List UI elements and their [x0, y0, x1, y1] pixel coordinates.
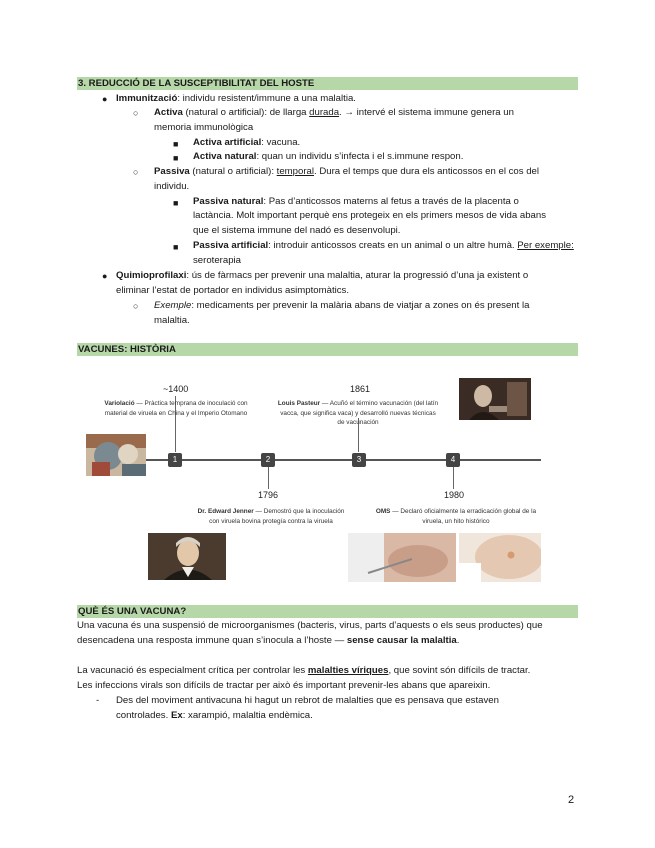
term-activa-natural: Activa natural	[193, 151, 257, 162]
timeline-year-3: 1861	[350, 384, 371, 394]
activa-natural-line	[193, 150, 463, 165]
exemple-text: : medicaments per prevenir la malària abans de viatjar a zones on és present la	[191, 300, 530, 311]
passiva-text: (natural o artificial):	[189, 166, 277, 177]
exemple-line	[154, 299, 529, 314]
seroterapia-line: seroterapia	[193, 255, 241, 266]
exemple-line-2: malaltia.	[154, 315, 190, 326]
ex-bold: Ex	[170, 710, 183, 721]
term-passiva-artificial: Passiva artificial	[193, 240, 269, 251]
bullet-square: ■	[173, 139, 179, 149]
bullet-square: ■	[173, 153, 179, 163]
vacuna-def-line-2	[77, 634, 459, 649]
event-1-desc: — Pràctica temprana de inoculació con material de viruela en China y el Imperio Otomano	[104, 400, 248, 417]
quimio-text: : ús de fàrmacs per prevenir una malaltia, aturar la progressió d’una ja existent o	[186, 270, 529, 281]
term-activa-artificial: Activa artificial	[193, 137, 262, 148]
activa-text: (natural o artificial): de llarga	[182, 107, 310, 118]
term-immunitzacio: Immunització	[116, 93, 178, 104]
timeline-node-2: 2	[261, 453, 275, 467]
quimio-line	[116, 269, 528, 284]
event-4-title: OMS	[375, 508, 391, 515]
vacuna-def-text: desencadena una resposta immune quan s’inocula a l’hoste —	[77, 635, 347, 646]
section-header-vacuna: QUÈ ÉS UNA VACUNA?	[77, 605, 578, 618]
activa-line-2: memoria immunològica	[154, 122, 254, 133]
event-1-title: Variolació	[104, 400, 135, 407]
period: .	[456, 635, 460, 646]
immunitzacio-def: : individu resistent/immune a una malaltia.	[177, 93, 356, 104]
passiva-artificial-text: : introduir anticossos creats en un animal o un altre humà.	[268, 240, 518, 251]
timeline-event-1	[98, 399, 254, 418]
exemple-italic: Exemple	[154, 300, 192, 311]
vacunacio-line-2: Les infeccions virals son difícils de tractar per això és important prevenir-les abans que apareixin.	[77, 680, 491, 691]
term-passiva-natural: Passiva natural	[193, 196, 264, 207]
bullet-dot: ●	[102, 271, 108, 281]
antivacuna-line-1: Des del moviment antivacuna hi hagut un rebrot de malalties que es pensava que estaven	[116, 695, 499, 706]
term-passiva: Passiva	[154, 166, 190, 177]
antivacuna-text: controlades.	[116, 710, 171, 721]
bullet-circle: ○	[133, 301, 139, 311]
vacunacio-text-2: , que sovint són difícils de tractar.	[388, 665, 531, 676]
event-4-desc: — Declaró oficialmente la erradicación global de la viruela, un hito histórico	[390, 508, 537, 525]
timeline-axis	[88, 459, 541, 461]
jenner-portrait-image	[148, 533, 226, 580]
section-header-susceptibilitat: 3. REDUCCIÓ DE LA SUSCEPTIBILITAT DEL HOSTE	[77, 77, 578, 90]
temporal-underlined: temporal	[276, 166, 314, 177]
term-quimioprofilaxi: Quimioprofilaxi	[116, 270, 187, 281]
passiva-natural-line-2: lactància. Molt important perquè ens protegeix en els primers mesos de vida abans	[193, 210, 547, 221]
bullet-circle: ○	[133, 167, 139, 177]
variolation-painting-image	[86, 434, 146, 476]
timeline-event-2	[196, 507, 346, 526]
event-3-title: Louis Pasteur	[277, 400, 321, 407]
passiva-text-2: . Dura el temps que dura els anticossos en el cos del	[313, 166, 540, 177]
timeline-year-1: ~1400	[163, 384, 189, 394]
bullet-dot: ●	[102, 94, 108, 104]
dash-bullet: -	[96, 695, 100, 706]
activa-text-2: . → intervé el sistema immune genera un	[339, 107, 514, 118]
timeline-event-3	[276, 399, 440, 428]
sense-causar-bold: sense causar la malaltia	[346, 635, 457, 646]
event-2-title: Dr. Edward Jenner	[197, 508, 254, 515]
section-header-historia: VACUNES: HISTÒRIA	[77, 343, 578, 356]
durada-underlined: durada	[309, 107, 340, 118]
vacuna-def-line-1: Una vacuna és una suspensió de microorganismes (bacteris, virus, parts d’aquests o els seus productes) que	[77, 620, 543, 631]
event-3-desc: — Acuñó el término vacunación (del latín vacca, que significa vaca) y desarrolló nuevas técnicas de vacunación	[280, 400, 439, 426]
timeline-tick	[453, 467, 454, 489]
timeline-year-2: 1796	[258, 490, 279, 500]
malalties-viriques-underlined: malalties víriques	[307, 665, 389, 676]
activa-artificial-line	[193, 136, 300, 151]
vacunacio-line-1	[77, 664, 530, 679]
timeline-event-4	[370, 507, 542, 526]
passiva-artificial-line	[193, 239, 574, 254]
bullet-square: ■	[173, 242, 179, 252]
antivacuna-example: : xarampió, malaltia endèmica.	[182, 710, 313, 721]
passiva-natural-line	[193, 195, 519, 210]
immunitzacio-line	[116, 92, 356, 107]
injection-photo-image	[348, 533, 456, 582]
timeline-tick	[268, 467, 269, 489]
bullet-square: ■	[173, 198, 179, 208]
pasteur-photo-image	[459, 378, 531, 420]
timeline-node-1: 1	[168, 453, 182, 467]
vacunacio-text: La vacunació és especialment crítica per controlar les	[77, 665, 308, 676]
term-activa: Activa	[154, 107, 183, 118]
page-number: 2	[568, 794, 575, 806]
per-exemple-underlined: Per exemple:	[517, 240, 574, 251]
timeline-node-3: 3	[352, 453, 366, 467]
event-2-desc: — Demostró que la inoculación con viruela bovina protegía contra la viruela	[209, 508, 345, 525]
passiva-natural-text: : Pas d’anticossos materns al fetus a través de la placenta o	[263, 196, 519, 207]
activa-line	[154, 106, 514, 121]
quimio-line-2: eliminar l’estat de portador en individus asimptomàtics.	[116, 285, 350, 296]
timeline-node-4: 4	[446, 453, 460, 467]
vaccine-arm-photo-image	[459, 533, 541, 582]
passiva-line	[154, 165, 539, 180]
bullet-circle: ○	[133, 108, 139, 118]
passiva-line-2: individu.	[154, 181, 190, 192]
passiva-natural-line-3: que el sistema immune del nadó es desenvolupi.	[193, 225, 401, 236]
timeline-year-4: 1980	[444, 490, 465, 500]
activa-natural-text: : quan un individu s’infecta i el s.immune respon.	[256, 151, 464, 162]
antivacuna-line-2	[116, 709, 313, 724]
activa-artificial-text: : vacuna.	[261, 137, 301, 148]
